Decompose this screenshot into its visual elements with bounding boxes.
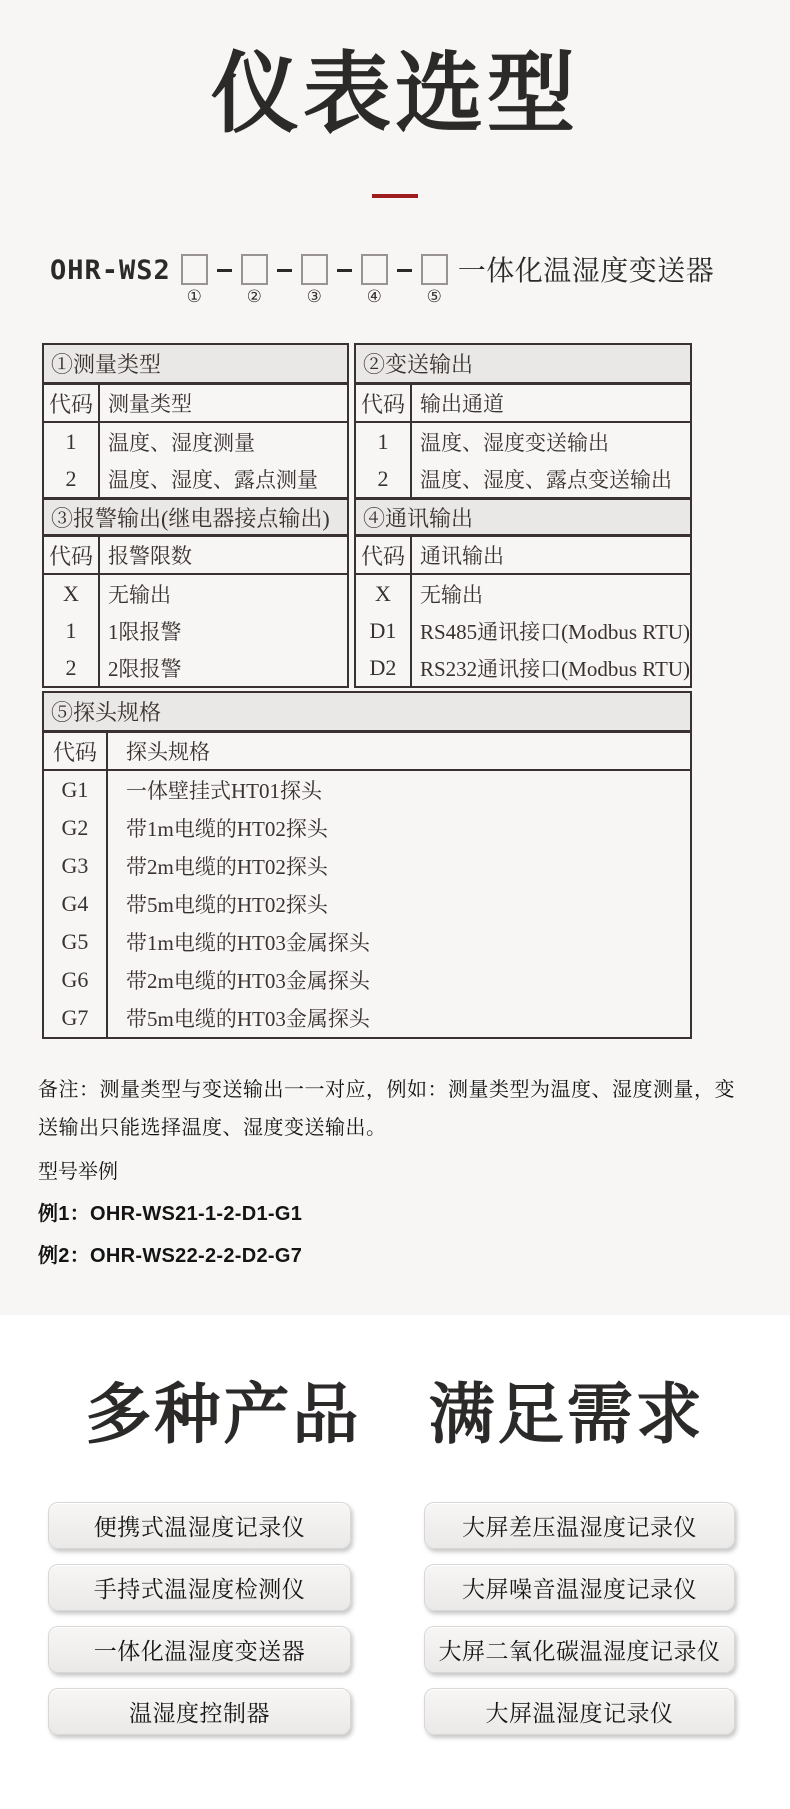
row-desc: 带5m电缆的HT02探头 <box>126 893 328 918</box>
section4-header <box>356 497 690 537</box>
col-header-desc: 输出通道 <box>419 392 504 417</box>
dash-separator <box>337 269 352 272</box>
section3-header <box>44 497 347 537</box>
products-section <box>0 1315 790 1809</box>
row-desc: 带1m电缆的HT03金属探头 <box>126 931 370 956</box>
row-code: G5 <box>44 923 108 961</box>
product-button-handheld-detector[interactable]: 手持式温湿度检测仪 <box>48 1564 351 1611</box>
table-row <box>44 923 690 961</box>
row-code: G1 <box>44 771 108 809</box>
table-row <box>44 460 347 497</box>
row-code: 1 <box>44 423 100 460</box>
table-row <box>44 771 690 809</box>
model-slot-3 <box>301 254 328 305</box>
row-desc: 带1m电缆的HT02探头 <box>126 817 328 842</box>
section3-column-header <box>44 537 347 575</box>
row-code: X <box>356 575 412 612</box>
model-code-line <box>50 254 760 305</box>
model-example-1: 例1：OHR-WS21-1-2-D1-G1 <box>38 1203 303 1226</box>
row-code: X <box>44 575 100 612</box>
col-header-desc: 测量类型 <box>108 392 192 417</box>
code-box <box>241 254 268 285</box>
table-row <box>44 809 690 847</box>
model-prefix: OHR-WS2 <box>50 255 171 287</box>
position-marker-3: ③ <box>306 287 322 307</box>
row-code: 2 <box>356 460 412 497</box>
table-row <box>356 612 690 649</box>
selection-table <box>42 343 692 1039</box>
table-row <box>356 649 690 686</box>
products-heading-right: 满足需求 <box>428 1377 705 1452</box>
notes-section <box>38 1071 754 1275</box>
table-row <box>356 460 690 497</box>
row-code: G4 <box>44 885 108 923</box>
table-row <box>44 423 347 460</box>
row-desc: 温度、湿度测量 <box>108 430 255 455</box>
table-row <box>44 612 347 649</box>
row-code: D2 <box>356 649 412 686</box>
title-underline-accent <box>372 194 418 198</box>
section5-header <box>44 693 690 733</box>
table-row <box>44 649 347 686</box>
product-column-right <box>424 1502 735 1735</box>
section2-title: ②变送输出 <box>362 352 473 378</box>
selection-table-upper <box>42 343 692 688</box>
hero-section <box>0 0 790 198</box>
section5-column-header <box>44 733 690 771</box>
model-slot-4 <box>361 254 388 305</box>
table-row <box>44 885 690 923</box>
model-code-slots <box>181 254 448 305</box>
product-button-bigscreen-recorder[interactable]: 大屏温湿度记录仪 <box>424 1688 735 1735</box>
col-header-code: 代码 <box>44 733 108 769</box>
row-desc: 温度、湿度变送输出 <box>419 430 609 455</box>
section2-column-header <box>356 385 690 423</box>
remark-text: 备注：测量类型与变送输出一一对应，例如：测量类型为温度、湿度测量，变送输出只能选择温度、湿度变送输出。 <box>38 1079 735 1140</box>
product-button-portable-recorder[interactable]: 便携式温湿度记录仪 <box>48 1502 351 1549</box>
code-box <box>181 254 208 285</box>
col-header-desc: 报警限数 <box>108 544 192 569</box>
table-row <box>44 575 347 612</box>
dash-separator <box>217 269 232 272</box>
model-suffix: 一体化温湿度变送器 <box>457 255 715 287</box>
products-heading-left: 多种产品 <box>85 1377 362 1452</box>
row-code: G2 <box>44 809 108 847</box>
code-box <box>421 254 448 285</box>
section1-header <box>44 345 347 385</box>
products-heading <box>0 1361 790 1456</box>
section4-column-header <box>356 537 690 575</box>
row-desc: 带2m电缆的HT02探头 <box>126 855 328 880</box>
position-marker-5: ⑤ <box>426 287 442 307</box>
row-desc: 1限报警 <box>108 619 182 644</box>
section1-column-header <box>44 385 347 423</box>
table-row <box>356 423 690 460</box>
position-marker-4: ④ <box>366 287 382 307</box>
dash-separator <box>277 269 292 272</box>
model-example-2: 例2：OHR-WS22-2-2-D2-G7 <box>38 1245 303 1268</box>
row-code: G3 <box>44 847 108 885</box>
product-button-integrated-transmitter[interactable]: 一体化温湿度变送器 <box>48 1626 351 1673</box>
row-desc: 无输出 <box>108 582 171 607</box>
product-button-grid <box>0 1502 790 1735</box>
code-box <box>361 254 388 285</box>
row-code: G7 <box>44 999 108 1037</box>
section2-header <box>356 345 690 385</box>
position-marker-1: ① <box>186 287 202 307</box>
section4-title: ④通讯输出 <box>362 505 473 531</box>
row-desc: 带2m电缆的HT03金属探头 <box>126 969 370 994</box>
col-header-code: 代码 <box>356 537 412 573</box>
col-header-desc: 通讯输出 <box>419 544 504 569</box>
row-desc: 一体壁挂式HT01探头 <box>126 779 322 804</box>
row-desc: 温度、湿度、露点测量 <box>108 467 318 492</box>
product-column-left <box>48 1502 351 1735</box>
row-code: 1 <box>356 423 412 460</box>
row-desc: 带5m电缆的HT03金属探头 <box>126 1007 370 1032</box>
row-desc: 温度、湿度、露点变送输出 <box>419 467 672 492</box>
dash-separator <box>397 269 412 272</box>
row-desc: RS232通讯接口(Modbus RTU) <box>419 656 690 681</box>
col-header-code: 代码 <box>356 385 412 421</box>
section5-title: ⑤探头规格 <box>51 700 162 726</box>
row-code: D1 <box>356 612 412 649</box>
examples-title: 型号举例 <box>38 1161 118 1184</box>
product-button-bigscreen-noise[interactable]: 大屏噪音温湿度记录仪 <box>424 1564 735 1611</box>
table-left-half <box>42 343 349 688</box>
position-marker-2: ② <box>246 287 262 307</box>
table-right-half <box>354 343 692 688</box>
model-slot-2 <box>241 254 268 305</box>
row-code: 1 <box>44 612 100 649</box>
model-slot-5 <box>421 254 448 305</box>
col-header-code: 代码 <box>44 385 100 421</box>
table-row <box>44 847 690 885</box>
row-code: G6 <box>44 961 108 999</box>
table-row <box>44 961 690 999</box>
table-row <box>356 575 690 612</box>
row-desc: 无输出 <box>419 582 483 607</box>
page-title: 仪表选型 <box>210 44 579 143</box>
col-header-code: 代码 <box>44 537 100 573</box>
section3-title: ③报警输出(继电器接点输出) <box>51 505 330 531</box>
row-code: 2 <box>44 649 100 686</box>
product-button-humidity-controller[interactable]: 温湿度控制器 <box>48 1688 351 1735</box>
probe-spec-table <box>42 691 692 1039</box>
row-code: 2 <box>44 460 100 497</box>
product-button-bigscreen-diffpressure[interactable]: 大屏差压温湿度记录仪 <box>424 1502 735 1549</box>
table-row <box>44 999 690 1037</box>
code-box <box>301 254 328 285</box>
col-header-desc: 探头规格 <box>126 740 210 765</box>
row-desc: RS485通讯接口(Modbus RTU) <box>419 619 690 644</box>
product-button-bigscreen-co2[interactable]: 大屏二氧化碳温湿度记录仪 <box>424 1626 735 1673</box>
section1-title: ①测量类型 <box>51 352 162 378</box>
row-desc: 2限报警 <box>108 656 182 681</box>
model-slot-1 <box>181 254 208 305</box>
